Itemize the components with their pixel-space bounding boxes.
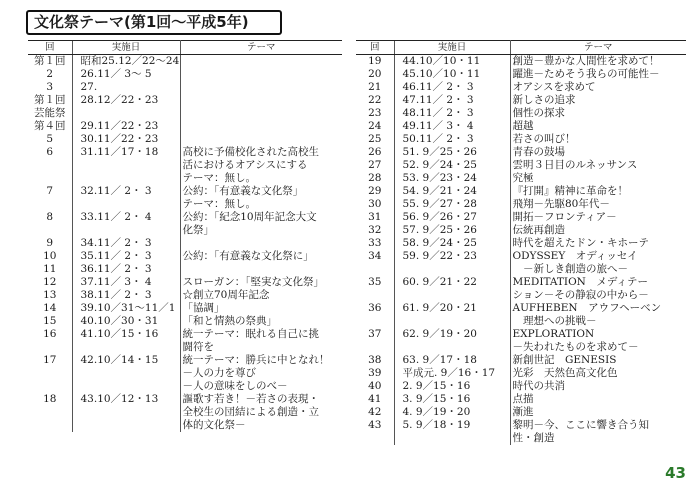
row-theme: 時代を超えたドン・キホーテ	[512, 237, 649, 249]
row-date: 62. 9／19・20	[394, 328, 510, 341]
row-theme: ☆創立70周年記念	[182, 289, 270, 301]
table-row	[28, 315, 342, 328]
row-date	[72, 107, 180, 120]
table-row	[28, 185, 342, 198]
theme-table-left	[28, 40, 342, 432]
header-date: 実施日	[394, 41, 510, 55]
row-theme: オアシスを求めて	[512, 81, 596, 93]
row-number	[28, 419, 72, 432]
row-theme: テーマ：無し。	[182, 172, 256, 184]
row-number: 33	[368, 237, 382, 249]
row-number: 21	[368, 81, 382, 93]
row-date: 27.	[72, 81, 180, 94]
row-date: 54. 9／21・24	[394, 185, 510, 198]
table-row	[356, 81, 686, 94]
row-theme: 公約：「有意義な文化祭に」	[182, 250, 314, 262]
row-theme: テーマ：無し。	[182, 198, 256, 210]
row-date	[394, 263, 510, 276]
row-theme	[180, 55, 342, 69]
row-theme: 躍進－ためそう我らの可能性－	[512, 68, 660, 80]
row-date: 39.10／31～11／1	[72, 302, 180, 315]
row-theme	[180, 94, 342, 107]
row-date	[72, 198, 180, 211]
table-row	[28, 94, 342, 107]
table-row	[356, 354, 686, 367]
table-row	[28, 380, 342, 393]
row-number: 10	[43, 250, 57, 262]
table-row	[28, 211, 342, 224]
row-date	[394, 432, 510, 445]
row-date: 44.10／10・11	[394, 55, 510, 69]
table-row	[28, 406, 342, 419]
row-number	[28, 198, 72, 211]
row-date: 43.10／12・13	[72, 393, 180, 406]
row-number: 37	[368, 328, 382, 340]
row-number: 19	[368, 55, 382, 67]
row-theme: 統一テーマ：眠れる自己に挑	[182, 328, 319, 340]
table-row	[356, 302, 686, 315]
row-date: 59. 9／22・23	[394, 250, 510, 263]
table-row	[356, 341, 686, 354]
row-date: 52. 9／24・25	[394, 159, 510, 172]
row-number: 41	[368, 393, 382, 405]
row-theme: 光彩 天然色高文化色	[512, 367, 618, 379]
page-title: 文化祭テーマ(第1回～平成5年)	[26, 10, 282, 35]
row-number: 17	[43, 354, 57, 366]
row-theme: 点描	[512, 393, 534, 405]
row-number: 27	[368, 159, 382, 171]
row-number: 第４回	[34, 120, 66, 132]
row-date: 36.11／ 2・ 3	[72, 263, 180, 276]
row-number: 36	[368, 302, 382, 314]
row-number: 16	[43, 328, 57, 340]
row-date	[72, 380, 180, 393]
row-number: 15	[43, 315, 57, 327]
table-row	[356, 250, 686, 263]
table-row	[356, 211, 686, 224]
row-theme: 新創世記 GENESIS	[512, 354, 617, 366]
row-number	[356, 289, 394, 302]
row-theme: 『打開』精神に革命を！	[512, 185, 628, 197]
row-number: 2	[46, 68, 54, 80]
table-row	[356, 367, 686, 380]
row-date: 51. 9／25・26	[394, 146, 510, 159]
row-date: 49.11／ 3・ 4	[394, 120, 510, 133]
row-date: 60. 9／21・22	[394, 276, 510, 289]
row-theme: ション－その静寂の中から－	[512, 289, 649, 301]
table-row	[28, 159, 342, 172]
row-number: 38	[368, 354, 382, 366]
row-date: 47.11／ 2・ 3	[394, 94, 510, 107]
table-row	[356, 406, 686, 419]
row-theme: 「協調」	[182, 302, 225, 314]
table-row	[28, 81, 342, 94]
row-number: 42	[368, 406, 382, 418]
row-number: 20	[368, 68, 382, 80]
row-date: 33.11／ 2・ 4	[72, 211, 180, 224]
row-theme: 青春の鼓場	[512, 146, 565, 158]
row-number: 11	[43, 263, 57, 275]
table-row	[28, 198, 342, 211]
row-number: 13	[43, 289, 57, 301]
table-row	[356, 68, 686, 81]
table-row	[356, 315, 686, 328]
table-row	[28, 302, 342, 315]
row-theme: 超越	[512, 120, 534, 132]
row-theme: 「和と情熱の祭典」	[182, 315, 277, 327]
row-theme: 個性の探求	[512, 107, 565, 119]
table-row	[356, 237, 686, 250]
row-number: 7	[46, 185, 54, 197]
row-theme: 開拓－フロンティア－	[512, 211, 617, 223]
row-theme: 黎明－今、ここに響き合う知	[512, 419, 649, 431]
table-row	[356, 159, 686, 172]
row-theme: 伝統再創造	[512, 224, 565, 236]
row-number: 12	[43, 276, 57, 288]
row-date: 57. 9／25・26	[394, 224, 510, 237]
row-number	[356, 341, 394, 354]
row-theme: 統一テーマ：勝兵に中となれ！	[182, 354, 330, 366]
row-theme: 理想への挑戦－	[512, 315, 597, 327]
row-number	[356, 315, 394, 328]
row-date	[72, 367, 180, 380]
row-theme: 謳歌す若き！－若さの表現・	[182, 393, 319, 405]
row-theme: 創造－豊かな人間性を求めて！	[512, 55, 660, 67]
row-date: 30.11／22・23	[72, 133, 180, 146]
row-date: 35.11／ 2・ 3	[72, 250, 180, 263]
row-date: 平成元. 9／16・17	[394, 367, 510, 380]
row-theme: －人の意味をしのべ－	[182, 380, 288, 392]
table-row	[28, 224, 342, 237]
row-number: 24	[368, 120, 382, 132]
row-date	[394, 341, 510, 354]
table-row	[356, 263, 686, 276]
row-number: 14	[43, 302, 57, 314]
row-number: 31	[368, 211, 382, 223]
table-row	[28, 328, 342, 341]
row-number: 9	[46, 237, 54, 249]
table-header	[28, 41, 342, 55]
header-date: 実施日	[72, 41, 180, 55]
table-row	[28, 107, 342, 120]
row-date: 31.11／17・18	[72, 146, 180, 159]
row-date	[394, 289, 510, 302]
row-theme: －人の力を尊び	[182, 367, 256, 379]
row-date	[72, 406, 180, 419]
row-date: 63. 9／17・18	[394, 354, 510, 367]
table-row	[356, 380, 686, 393]
row-date: 38.11／ 2・ 3	[72, 289, 180, 302]
row-theme: MEDITATION メディテー	[512, 276, 649, 288]
header-no: 回	[28, 41, 72, 55]
row-date: 昭和25.12／22～24	[72, 55, 180, 69]
row-date: 55. 9／27・28	[394, 198, 510, 211]
row-theme: 闘符を	[182, 341, 214, 353]
row-date: 26.11／ 3～ 5	[72, 68, 180, 81]
theme-table-right	[356, 40, 686, 445]
row-number: 第１回	[34, 55, 66, 67]
page-number: 43	[665, 464, 686, 482]
row-date	[72, 224, 180, 237]
table-row	[356, 328, 686, 341]
row-date	[72, 419, 180, 432]
row-number: 18	[43, 393, 57, 405]
row-theme	[180, 263, 342, 276]
row-number: 第１回	[34, 94, 66, 106]
row-date: 50.11／ 2・ 3	[394, 133, 510, 146]
row-theme: 全校生の団結による創造・立	[182, 406, 319, 418]
row-number: 芸能祭	[34, 107, 66, 119]
row-date: 29.11／22・23	[72, 120, 180, 133]
row-theme	[180, 68, 342, 81]
row-number: 26	[368, 146, 382, 158]
row-number: 34	[368, 250, 382, 262]
table-row	[356, 432, 686, 445]
table-row	[356, 107, 686, 120]
row-number: 43	[368, 419, 382, 431]
table-row	[28, 276, 342, 289]
table-row	[356, 120, 686, 133]
table-row	[356, 289, 686, 302]
row-date: 32.11／ 2・ 3	[72, 185, 180, 198]
row-date: 46.11／ 2・ 3	[394, 81, 510, 94]
table-row	[356, 276, 686, 289]
row-number: 8	[46, 211, 54, 223]
row-theme	[180, 107, 342, 120]
row-theme: ODYSSEY オディッセイ	[512, 250, 638, 262]
row-number	[28, 172, 72, 185]
table-row	[28, 354, 342, 367]
row-theme: EXPLORATION	[512, 328, 595, 340]
row-theme: 雲明３日目のルネッサンス	[512, 159, 638, 171]
row-theme	[180, 237, 342, 250]
table-row	[28, 237, 342, 250]
row-number: 32	[368, 224, 382, 236]
table-row	[28, 393, 342, 406]
row-number	[28, 341, 72, 354]
row-date: 53. 9／23・24	[394, 172, 510, 185]
table-row	[356, 224, 686, 237]
table-row	[356, 185, 686, 198]
row-number: 39	[368, 367, 382, 379]
row-date	[72, 159, 180, 172]
row-date: 28.12／22・23	[72, 94, 180, 107]
row-date: 5. 9／18・19	[394, 419, 510, 432]
table-row	[28, 68, 342, 81]
table-row	[356, 133, 686, 146]
header-theme: テーマ	[510, 41, 686, 55]
table-row	[356, 198, 686, 211]
row-date: 41.10／15・16	[72, 328, 180, 341]
row-date: 56. 9／26・27	[394, 211, 510, 224]
row-theme: 化祭」	[182, 224, 214, 236]
table-row	[28, 341, 342, 354]
row-date: 2. 9／15・16	[394, 380, 510, 393]
table-row	[356, 146, 686, 159]
row-date: 3. 9／15・16	[394, 393, 510, 406]
row-date: 37.11／ 3・ 4	[72, 276, 180, 289]
row-theme	[180, 81, 342, 94]
row-number: 22	[368, 94, 382, 106]
row-number	[28, 224, 72, 237]
row-theme	[180, 120, 342, 133]
row-theme: 公約：「有意義な文化祭」	[182, 185, 304, 197]
row-number	[28, 159, 72, 172]
row-theme: 体的文化祭－	[182, 419, 246, 431]
row-theme: 究極	[512, 172, 534, 184]
row-theme: スローガン：「堅実な文化祭」	[182, 276, 325, 288]
row-number: 5	[46, 133, 54, 145]
row-theme	[180, 133, 342, 146]
row-theme: 若さの叫び！	[512, 133, 576, 145]
row-date	[394, 315, 510, 328]
row-date	[72, 172, 180, 185]
row-date: 58. 9／24・25	[394, 237, 510, 250]
table-row	[356, 172, 686, 185]
row-number: 30	[368, 198, 382, 210]
row-number: 29	[368, 185, 382, 197]
table-row	[28, 419, 342, 432]
row-number: 3	[46, 81, 54, 93]
row-theme: 高校に予備校化された高校生	[182, 146, 319, 158]
row-number	[28, 367, 72, 380]
row-theme: 活におけるオアシスにする	[182, 159, 308, 171]
row-date: 45.10／10・11	[394, 68, 510, 81]
row-theme: AUFHEBEN アウフヘーベン	[512, 302, 662, 314]
row-number	[28, 406, 72, 419]
table-row	[28, 146, 342, 159]
row-theme: 飛翔－先駆80年代－	[512, 198, 610, 210]
table-row	[356, 393, 686, 406]
row-number: 25	[368, 133, 382, 145]
row-number	[356, 263, 394, 276]
row-number: 35	[368, 276, 382, 288]
table-row	[28, 133, 342, 146]
row-theme: 性・創造	[512, 432, 555, 444]
row-theme: 公約：「紀念10周年記念大文	[182, 211, 317, 223]
row-theme: －新しき創造の旅へ－	[512, 263, 628, 275]
table-row	[28, 367, 342, 380]
row-number: 6	[46, 146, 54, 158]
row-date: 40.10／30・31	[72, 315, 180, 328]
table-row	[28, 263, 342, 276]
header-theme: テーマ	[180, 41, 342, 55]
table-row	[28, 250, 342, 263]
row-date	[72, 341, 180, 354]
row-theme: 漸進	[512, 406, 534, 418]
header-no: 回	[356, 41, 394, 55]
table-row	[356, 94, 686, 107]
row-number	[28, 380, 72, 393]
row-theme: 新しさの追求	[512, 94, 576, 106]
row-date: 48.11／ 2・ 3	[394, 107, 510, 120]
row-date: 42.10／14・15	[72, 354, 180, 367]
table-row	[356, 419, 686, 432]
table-header	[356, 41, 686, 55]
row-date: 61. 9／20・21	[394, 302, 510, 315]
table-row	[28, 120, 342, 133]
row-theme: 時代の共消	[512, 380, 565, 392]
table-row	[356, 55, 686, 69]
row-number: 40	[368, 380, 382, 392]
table-row	[28, 55, 342, 69]
row-date: 34.11／ 2・ 3	[72, 237, 180, 250]
row-number	[356, 432, 394, 445]
row-theme: －失われたものを求めて－	[512, 341, 639, 353]
row-number: 28	[368, 172, 382, 184]
table-row	[28, 172, 342, 185]
row-number: 23	[368, 107, 382, 119]
row-date: 4. 9／19・20	[394, 406, 510, 419]
table-row	[28, 289, 342, 302]
